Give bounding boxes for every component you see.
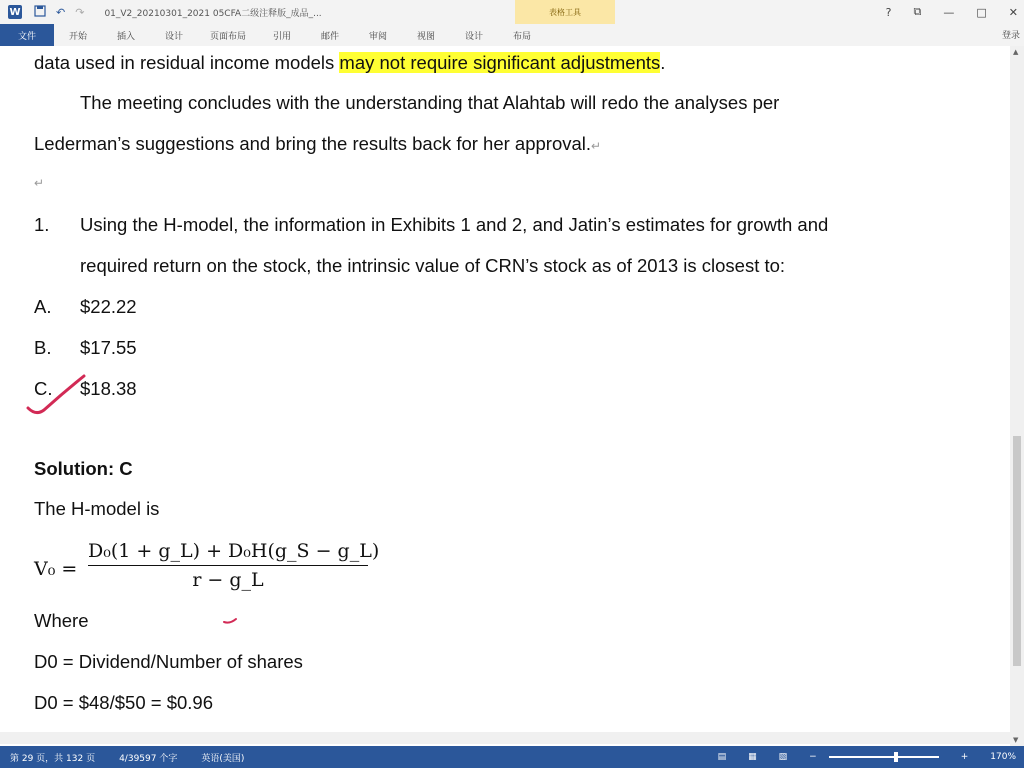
tab-view[interactable]: 视图: [416, 31, 435, 42]
quick-access-toolbar: [34, 5, 84, 20]
tab-mailings[interactable]: 邮件: [320, 31, 339, 42]
close-button[interactable]: ✕: [1008, 5, 1018, 19]
undo-icon[interactable]: ↶: [56, 5, 66, 19]
text-run: Lederman’s suggestions and bring the results back for her approval.: [34, 133, 592, 154]
checkmark-icon: [24, 372, 94, 422]
context-tab-table-tools: 表格工具: [515, 0, 615, 24]
paragraph-line: [34, 52, 665, 74]
sign-in-link[interactable]: 登录: [1001, 31, 1020, 41]
page-count[interactable]: 第 29 页，共 132 页: [10, 753, 96, 764]
option-a-value: $22.22: [80, 296, 137, 317]
paragraph-mark-icon: ↵: [34, 176, 45, 190]
maximize-button[interactable]: □: [976, 5, 987, 19]
zoom-slider-thumb[interactable]: [894, 752, 898, 762]
tab-references[interactable]: 引用: [272, 31, 291, 42]
option-b-value: $17.55: [80, 337, 137, 358]
word-count[interactable]: 4/39597 个字: [119, 753, 178, 764]
scrollbar-thumb[interactable]: [1013, 436, 1021, 666]
minimize-button[interactable]: —: [943, 5, 955, 19]
option-c-value: $18.38: [80, 378, 137, 399]
formula-lhs: V₀ =: [34, 558, 78, 580]
paragraph-line: [34, 133, 601, 155]
paragraph-mark-icon: ↵: [591, 139, 602, 153]
question-number: 1.: [34, 214, 50, 235]
status-bar: [0, 746, 1024, 768]
tab-file[interactable]: 文件: [0, 24, 54, 46]
document-canvas[interactable]: [0, 46, 1010, 746]
language-indicator[interactable]: 英语(美国): [201, 753, 245, 764]
paragraph-line: The H-model is: [34, 498, 160, 519]
zoom-in-icon[interactable]: +: [960, 752, 969, 762]
text-run: data used in residual income models: [34, 52, 340, 73]
redo-icon[interactable]: ↷: [75, 5, 85, 19]
tab-design[interactable]: 设计: [164, 31, 183, 42]
word-app-icon: W: [9, 6, 21, 18]
view-controls: [708, 752, 1016, 762]
ribbon-display-button[interactable]: ⧉: [913, 5, 922, 18]
document-title: 01_V2_20210301_2021 05CFA二级注释版_成品_...: [104, 8, 322, 19]
tab-home[interactable]: 开始: [68, 31, 87, 42]
text-run: .: [660, 52, 666, 73]
paragraph-line: Where: [34, 610, 89, 631]
zoom-out-icon[interactable]: −: [809, 752, 817, 762]
window-controls: [886, 0, 1018, 24]
horizontal-scrollbar[interactable]: [0, 732, 1010, 744]
help-button[interactable]: ?: [885, 5, 892, 19]
highlighted-text: may not require significant adjustments: [339, 52, 661, 73]
tab-review[interactable]: 审阅: [368, 31, 387, 42]
formula-denominator: r − g_L: [192, 569, 264, 591]
paragraph-line: The meeting concludes with the understanding that Alahtab will redo the analyses per: [80, 92, 780, 113]
option-b-letter: B.: [34, 337, 52, 358]
fraction-bar: [88, 565, 368, 566]
scroll-up-icon[interactable]: ▲: [1013, 48, 1019, 56]
vertical-scrollbar[interactable]: [1010, 46, 1024, 746]
paragraph-line: D0 = $48/$50 = $0.96: [34, 692, 213, 713]
formula-numerator: D₀(1 + g_L) + D₀H(g_S − g_L): [88, 540, 380, 562]
question-text: Using the H-model, the information in Exhibits 1 and 2, and Jatin’s estimates for growth and: [80, 214, 829, 235]
tab-table-design[interactable]: 设计: [464, 31, 483, 42]
solution-heading: Solution: C: [34, 458, 133, 479]
option-a-letter: A.: [34, 296, 52, 317]
read-mode-icon[interactable]: ▤: [717, 752, 727, 762]
zoom-level[interactable]: 170%: [990, 752, 1016, 762]
tab-insert[interactable]: 插入: [116, 31, 135, 42]
print-layout-icon[interactable]: ▦: [748, 752, 757, 762]
question-text: required return on the stock, the intrinsic value of CRN’s stock as of 2013 is closest to:: [80, 255, 786, 276]
tab-table-layout[interactable]: 布局: [512, 31, 531, 42]
formula-fraction: [88, 540, 380, 591]
paragraph-line: D0 = Dividend/Number of shares: [34, 651, 303, 672]
web-layout-icon[interactable]: ▧: [778, 752, 788, 762]
title-bar: [0, 0, 1024, 24]
tab-layout[interactable]: 页面布局: [209, 31, 246, 42]
scroll-down-icon[interactable]: ▼: [1013, 736, 1019, 744]
zoom-slider[interactable]: [829, 756, 939, 758]
ribbon-tabs: [0, 24, 1024, 46]
save-icon[interactable]: [34, 5, 46, 20]
pen-tick-icon: [222, 616, 238, 626]
option-c-letter: C.: [34, 378, 53, 399]
